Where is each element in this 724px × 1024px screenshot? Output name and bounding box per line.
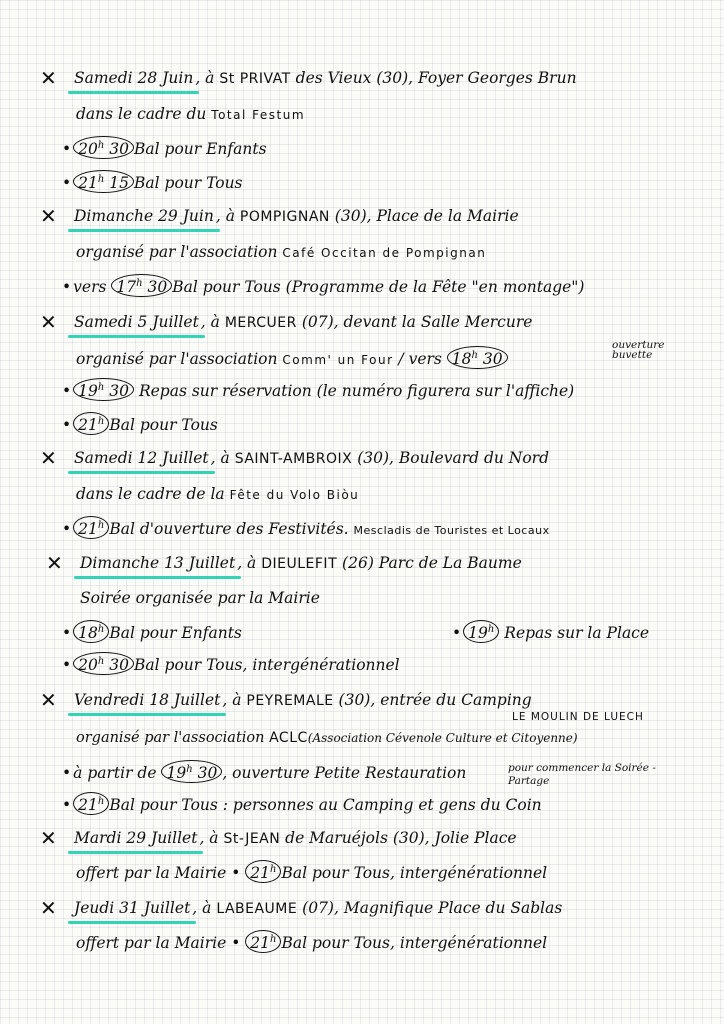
event-header: Samedi 5 Juillet , à MERCUER (07), devant la Salle Mercure — [72, 310, 532, 334]
event-header: Dimanche 29 Juin , à POMPIGNAN (30), Place de la Mairie — [72, 204, 519, 228]
event-organizer: Comm' un Four — [282, 353, 394, 367]
event-header: Vendredi 18 Juillet , à PEYREMALE (30), entrée du Camping — [72, 688, 532, 712]
cross-mark-icon: ✕ — [40, 826, 57, 850]
event-place-detail: (30), Boulevard du Nord — [352, 449, 550, 467]
event-place: POMPIGNAN — [239, 209, 330, 225]
event-place: -JEAN — [238, 831, 281, 847]
event-place-prefix: St — [223, 831, 239, 847]
schedule-item: • 20$^h$ 30 Bal pour Enfants — [62, 136, 267, 160]
event-place-detail: (30), Place de la Mairie — [329, 207, 519, 225]
event-context: offert par la Mairie • 21$^h$ Bal pour Tous, intergénérationnel — [76, 860, 547, 884]
time-circle: 21$^h$ — [245, 930, 281, 953]
time-circle: 21$^h$ — [73, 412, 109, 435]
event-place: DIEULEFIT — [261, 556, 338, 572]
event-header: Mardi 29 Juillet , à St-JEAN de Maruéjols (30), Jolie Place — [72, 826, 517, 850]
schedule-item: • 21$^h$ 15 Bal pour Tous — [62, 170, 243, 194]
time-circle: 18$^h$ — [73, 620, 109, 643]
time-circle: 21$^h$ 15 — [73, 170, 134, 193]
event-date: Mardi 29 Juillet — [72, 826, 199, 850]
time-circle: 21$^h$ — [245, 860, 281, 883]
event-organizer: Fête du Volo Biòu — [229, 488, 360, 502]
event-date: Dimanche 29 Juin — [72, 204, 216, 228]
event-context: dans le cadre de la Fête du Volo Biòu — [76, 485, 360, 503]
event-place-prefix: St — [219, 71, 235, 87]
event-header: Dimanche 13 Juillet , à DIEULEFIT (26) Parc de La Baume — [78, 551, 522, 575]
event-header: Jeudi 31 Juillet , à LABEAUME (07), Magnifique Place du Sablas — [72, 896, 562, 920]
event-place-detail: des Vieux (30), Foyer Georges Brun — [290, 69, 577, 87]
event-header: Samedi 12 Juillet , à SAINT-AMBROIX (30), Boulevard du Nord — [72, 446, 549, 470]
event-place: PRIVAT — [234, 71, 291, 87]
event-place-detail: (07), Magnifique Place du Sablas — [297, 899, 563, 917]
cross-mark-icon: ✕ — [40, 310, 57, 334]
event-context: organisé par l'association ACLC(Association Cévenole Culture et Citoyenne) — [76, 730, 578, 746]
time-circle: 19$^h$ 30 — [161, 760, 222, 783]
event-context: dans le cadre du Total Festum — [76, 105, 306, 123]
cross-mark-icon: ✕ — [40, 896, 57, 920]
event-place-detail: (30), entrée du Camping — [333, 691, 532, 709]
event-context: organisé par l'association Comm' un Four / vers 18$^h$ 30 — [76, 346, 508, 370]
event-place: LABEAUME — [216, 901, 298, 917]
schedule-item-side: • 19$^h$ Repas sur la Place — [452, 620, 649, 644]
event-organizer: Total Festum — [211, 108, 306, 122]
cross-mark-icon: ✕ — [40, 688, 57, 712]
time-circle: 19$^h$ — [463, 620, 499, 643]
cross-mark-icon: ✕ — [46, 551, 63, 575]
event-place-detail: (26) Parc de La Baume — [337, 554, 522, 572]
schedule-item: • à partir de 19$^h$ 30 , ouverture Petite Restauration — [62, 760, 466, 784]
event-place: PEYREMALE — [246, 693, 334, 709]
schedule-item: • 21$^h$ Bal pour Tous : personnes au Camping et gens du Coin — [62, 792, 542, 816]
time-circle: 20$^h$ 30 — [73, 652, 134, 675]
time-circle: 18$^h$ 30 — [447, 346, 508, 369]
schedule-item: • 19$^h$ 30 Repas sur réservation (le numéro figurera sur l'affiche) — [62, 378, 574, 402]
event-date: Samedi 5 Juillet — [72, 310, 201, 334]
time-circle: 21$^h$ — [73, 792, 109, 815]
event-date: Dimanche 13 Juillet — [78, 551, 237, 575]
restauration-note: pour commencer la Soirée - Partage — [508, 762, 656, 787]
schedule-item: • 21$^h$ Bal pour Tous — [62, 412, 218, 436]
cross-mark-icon: ✕ — [40, 66, 57, 90]
event-context: organisé par l'association Café Occitan de Pompignan — [76, 243, 487, 261]
time-circle: 17$^h$ 30 — [111, 274, 172, 297]
event-header — [72, 66, 577, 90]
camping-name: LE MOULIN DE LUECH — [512, 711, 644, 723]
event-place: SAINT-AMBROIX — [234, 451, 353, 467]
time-circle: 21$^h$ — [73, 516, 109, 539]
buvette-note: ouverture buvette — [612, 339, 665, 361]
cross-mark-icon: ✕ — [40, 446, 57, 470]
event-place-detail: (07), devant la Salle Mercure — [296, 313, 533, 331]
event-date: Samedi 28 Juin — [72, 66, 195, 90]
schedule-item: • 18$^h$ Bal pour Enfants — [62, 620, 242, 644]
event-place: MERCUER — [224, 315, 297, 331]
cross-mark-icon: ✕ — [40, 204, 57, 228]
event-place-detail: de Maruéjols (30), Jolie Place — [280, 829, 517, 847]
event-organizer: Café Occitan de Pompignan — [282, 246, 487, 260]
time-circle: 20$^h$ 30 — [73, 136, 134, 159]
event-context: Soirée organisée par la Mairie — [80, 589, 320, 607]
event-organizer: ACLC — [269, 730, 308, 746]
time-circle: 19$^h$ 30 — [73, 378, 134, 401]
event-date: Jeudi 31 Juillet — [72, 896, 192, 920]
schedule-item: • vers 17$^h$ 30 Bal pour Tous (Programme de la Fête "en montage") — [62, 274, 584, 298]
event-date: Vendredi 18 Juillet — [72, 688, 222, 712]
event-date: Samedi 12 Juillet — [72, 446, 211, 470]
schedule-item: • 21$^h$ Bal d'ouverture des Festivités. Mescladis de Touristes et Locaux — [62, 516, 550, 540]
schedule-item: • 20$^h$ 30 Bal pour Tous, intergénérationnel — [62, 652, 400, 676]
event-context: offert par la Mairie • 21$^h$ Bal pour Tous, intergénérationnel — [76, 930, 547, 954]
separator: , à — [195, 69, 220, 87]
